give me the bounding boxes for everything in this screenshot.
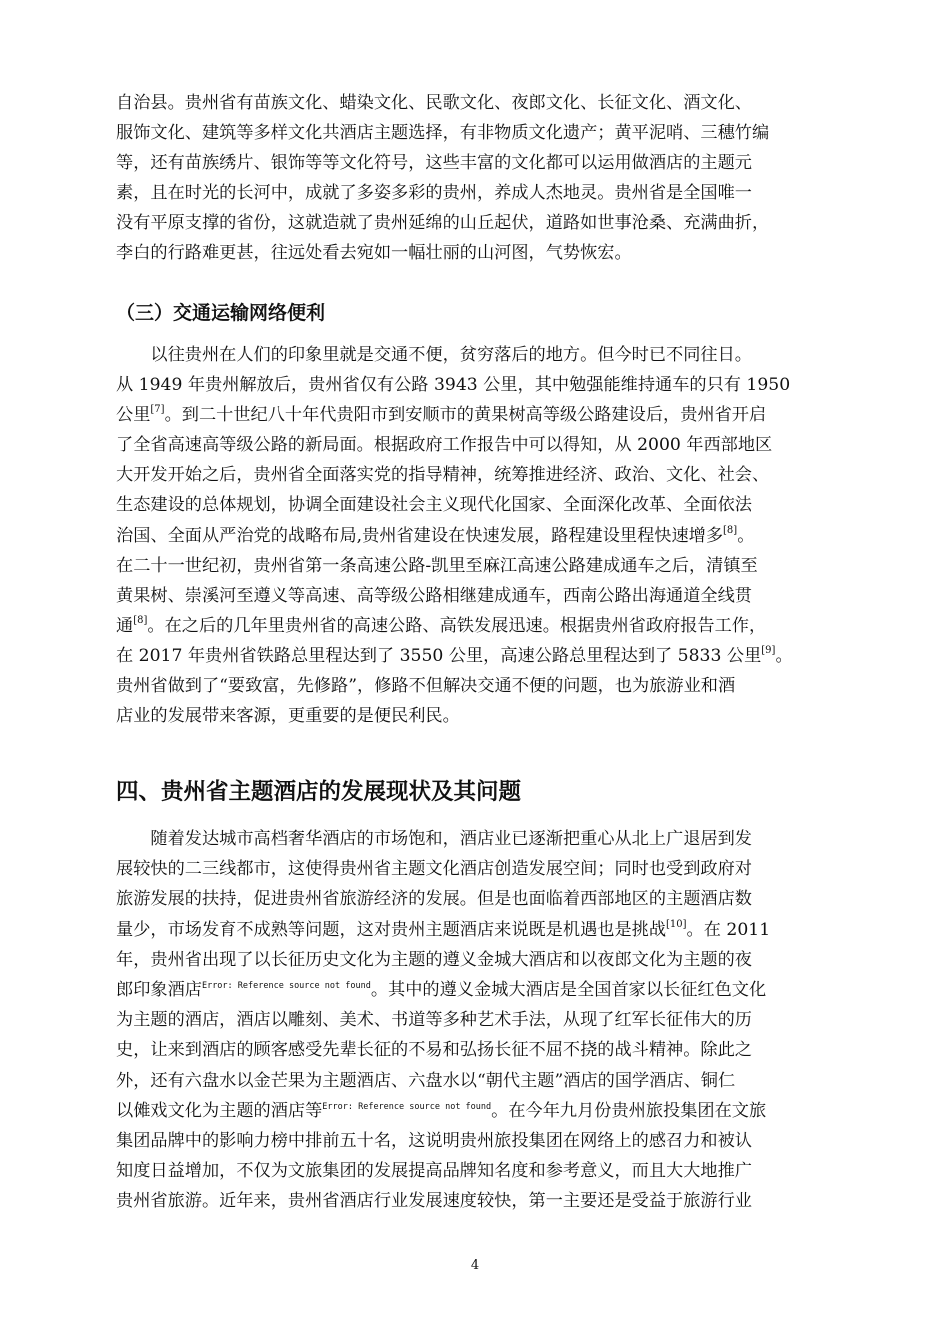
text-line	[116, 611, 846, 641]
citation-ref: [8]	[723, 524, 738, 536]
text-span: 。在 2011	[686, 919, 771, 940]
text-line: 以往贵州在人们的印象里就是交通不便，贫穷落后的地方。但今时已不同往日。	[116, 345, 752, 365]
text-line: 生态建设的总体规划，协调全面建设社会主义现代化国家、全面深化改革、全面依法	[116, 495, 752, 516]
text-span: 。在今年九月份贵州旅投集团在文旅	[491, 1100, 767, 1121]
citation-ref: [7]	[150, 404, 165, 416]
text-line	[116, 400, 846, 430]
text-line: 年，贵州省出现了以长征历史文化为主题的遵义金城大酒店和以夜郎文化为主题的夜	[116, 949, 752, 970]
reference-error-note: Error: Reference source not found	[201, 980, 371, 991]
text-span: 。其中的遵义金城大酒店是全国首家以长征红色文化	[370, 979, 767, 1000]
text-line: 自治县。贵州省有苗族文化、蜡染文化、民歌文化、夜郎文化、长征文化、酒文化、	[116, 93, 752, 113]
text-line: 没有平原支撑的省份，这就造就了贵州延绵的山丘起伏，道路如世事沧桑、充满曲折，	[116, 213, 770, 233]
text-span: 。	[775, 645, 793, 666]
paragraph-hotels	[116, 824, 846, 1216]
text-line: 外，还有六盘水以金芒果为主题酒店、六盘水以“朝代主题”酒店的国学酒店、铜仁	[116, 1070, 736, 1091]
text-line: 旅游发展的扶持，促进贵州省旅游经济的发展。但是也面临着西部地区的主题酒店数	[116, 889, 752, 910]
text-line: 素，且在时光的长河中，成就了多姿多彩的贵州，养成人杰地灵。贵州省是全国唯一	[116, 183, 752, 203]
text-span: 。	[737, 525, 755, 546]
text-line	[116, 521, 846, 551]
text-line: 贵州省做到了“要致富，先修路”，修路不但解决交通不便的问题，也为旅游业和酒	[116, 676, 736, 697]
text-line: 从 1949 年贵州解放后，贵州省仅有公路 3943 公里，其中勉强能维持通车的只有 1950	[116, 375, 791, 396]
citation-ref: [10]	[666, 918, 687, 930]
text-line: 店业的发展带来客源，更重要的是便民利民。	[116, 706, 460, 727]
citation-ref: [8]	[133, 614, 148, 626]
paragraph-culture	[116, 88, 846, 268]
paragraph-transport	[116, 340, 846, 731]
page-number: 4	[470, 1258, 480, 1273]
text-span: 。到二十世纪八十年代贵阳市到安顺市的黄果树高等级公路建设后，贵州省开启	[164, 405, 767, 426]
text-line: 大开发开始之后，贵州省全面落实党的指导精神，统筹推进经济、政治、文化、社会、	[116, 465, 770, 486]
text-line	[116, 1096, 846, 1126]
text-span: 治国、全面从严治党的战略布局,贵州省建设在快速发展，路程建设里程快速增多	[116, 525, 724, 546]
text-line: 贵州省旅游。近年来，贵州省酒店行业发展速度较快，第一主要还是受益于旅游行业	[116, 1191, 752, 1212]
text-span: 通	[116, 615, 134, 636]
text-line: 展较快的二三线都市，这使得贵州省主题文化酒店创造发展空间；同时也受到政府对	[116, 859, 752, 880]
text-line	[116, 975, 846, 1005]
text-line	[116, 915, 846, 945]
text-line: 随着发达城市高档奢华酒店的市场饱和，酒店业已逐渐把重心从北上广退居到发	[116, 829, 752, 849]
text-line: 服饰文化、建筑等多样文化共酒店主题选择，有非物质文化遗产；黄平泥哨、三穗竹编	[116, 123, 770, 143]
text-span: 量少，市场发育不成熟等问题，这对贵州主题酒店来说既是机遇也是挑战	[116, 919, 667, 940]
citation-ref: [9]	[761, 644, 776, 656]
text-line: 史，让来到酒店的顾客感受先辈长征的不易和弘扬长征不屈不挠的战斗精神。除此之	[116, 1040, 752, 1061]
text-line	[116, 641, 846, 671]
text-line: 了全省高速高等级公路的新局面。根据政府工作报告中可以得知，从 2000 年西部地区	[116, 435, 773, 456]
text-line: 为主题的酒店，酒店以雕刻、美术、书道等多种艺术手法，从现了红军长征伟大的历	[116, 1010, 752, 1031]
text-span: 以傩戏文化为主题的酒店等	[116, 1100, 323, 1121]
text-line: 集团品牌中的影响力榜中排前五十名，这说明贵州旅投集团在网络上的感召力和被认	[116, 1130, 752, 1151]
section-heading-transport: （三）交通运输网络便利	[116, 302, 326, 324]
text-line: 李白的行路难更甚，往远处看去宛如一幅壮丽的山河图，气势恢宏。	[116, 243, 632, 263]
section-heading-hotels: 四、贵州省主题酒店的发展现状及其问题	[116, 779, 522, 805]
text-span: 。在之后的几年里贵州省的高速公路、高铁发展迅速。根据贵州省政府报告工作，	[147, 615, 767, 636]
text-span: 公里	[116, 405, 151, 426]
text-line: 在二十一世纪初，贵州省第一条高速公路-凯里至麻江高速公路建成通车之后，清镇至	[116, 555, 758, 576]
text-span: 在 2017 年贵州省铁路总里程达到了 3550 公里，高速公路总里程达到了 5833 公里	[116, 645, 762, 666]
text-span: 郎印象酒店	[116, 979, 202, 1000]
reference-error-note: Error: Reference source not found	[322, 1101, 492, 1112]
text-line: 等，还有苗族绣片、银饰等等文化符号，这些丰富的文化都可以运用做酒店的主题元	[116, 153, 752, 173]
text-line: 知度日益增加，不仅为文旅集团的发展提高品牌知名度和参考意义，而且大大地推广	[116, 1161, 752, 1182]
text-line: 黄果树、崇溪河至遵义等高速、高等级公路相继建成通车，西南公路出海通道全线贯	[116, 585, 752, 606]
